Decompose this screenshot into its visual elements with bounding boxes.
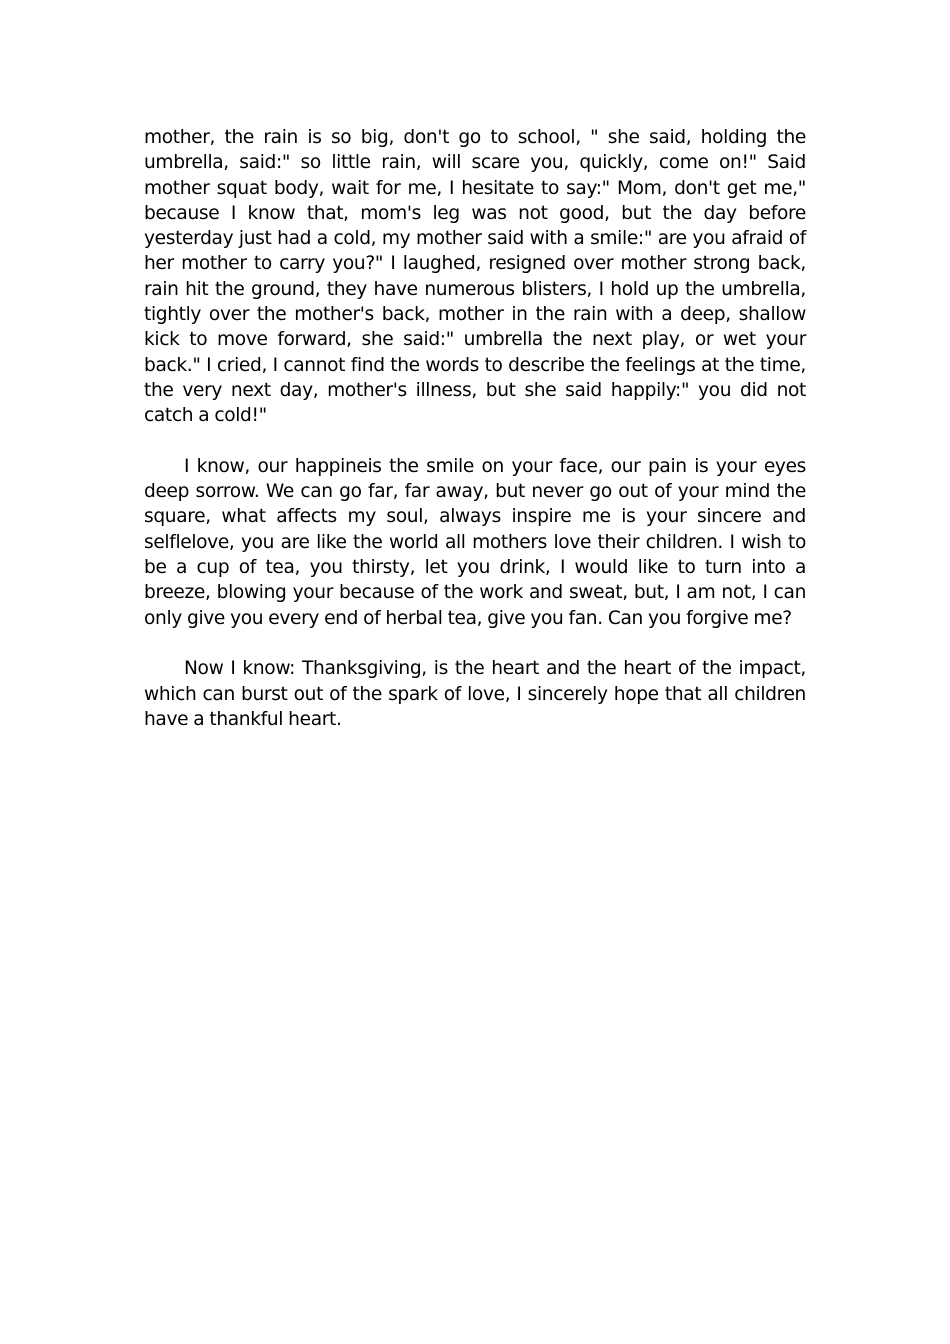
document-body [144,125,806,757]
paragraph-3: Now I know: Thanksgiving, is the heart and the heart of the impact, which can burst out of the spark of love, I sincerely hope that all children have a thankful heart. [144,658,806,730]
paragraph-1: mother, the rain is so big, don't go to school, " she said, holding the umbrella, said:" so little rain, will scare you, quickly, come on!" Said mother squat body, wait for me, I hesitate to say:" Mom, don't get me," because I know that, mom's leg was not good, but the day before yesterday just had a cold, my mother said with a smile:" are you afraid of her mother to carry you?" I laughed, resigned over mother strong back, rain hit the ground, they have numerous blisters, I hold up the umbrella, tightly over the mother's back, mother in the rain with a deep, shallow kick to move forward, she said:" umbrella the next play, or wet your back." I cried, I cannot find the words to describe the feelings at the time, the very next day, mother's illness, but she said happily:" you did not catch a cold!" [144,127,806,427]
paragraph-2: I know, our happineis the smile on your face, our pain is your eyes deep sorrow. We can go far, far away, but never go out of your mind the square, what affects my soul, always inspire me is your sincere and selflelove, you are like the world all mothers love their children. I wish to be a cup of tea, you thirsty, let you drink, I would like to turn into a breeze, blowing your because of the work and sweat, but, I am not, I can only give you every end of herbal tea, give you fan. Can you forgive me? [144,455,806,629]
